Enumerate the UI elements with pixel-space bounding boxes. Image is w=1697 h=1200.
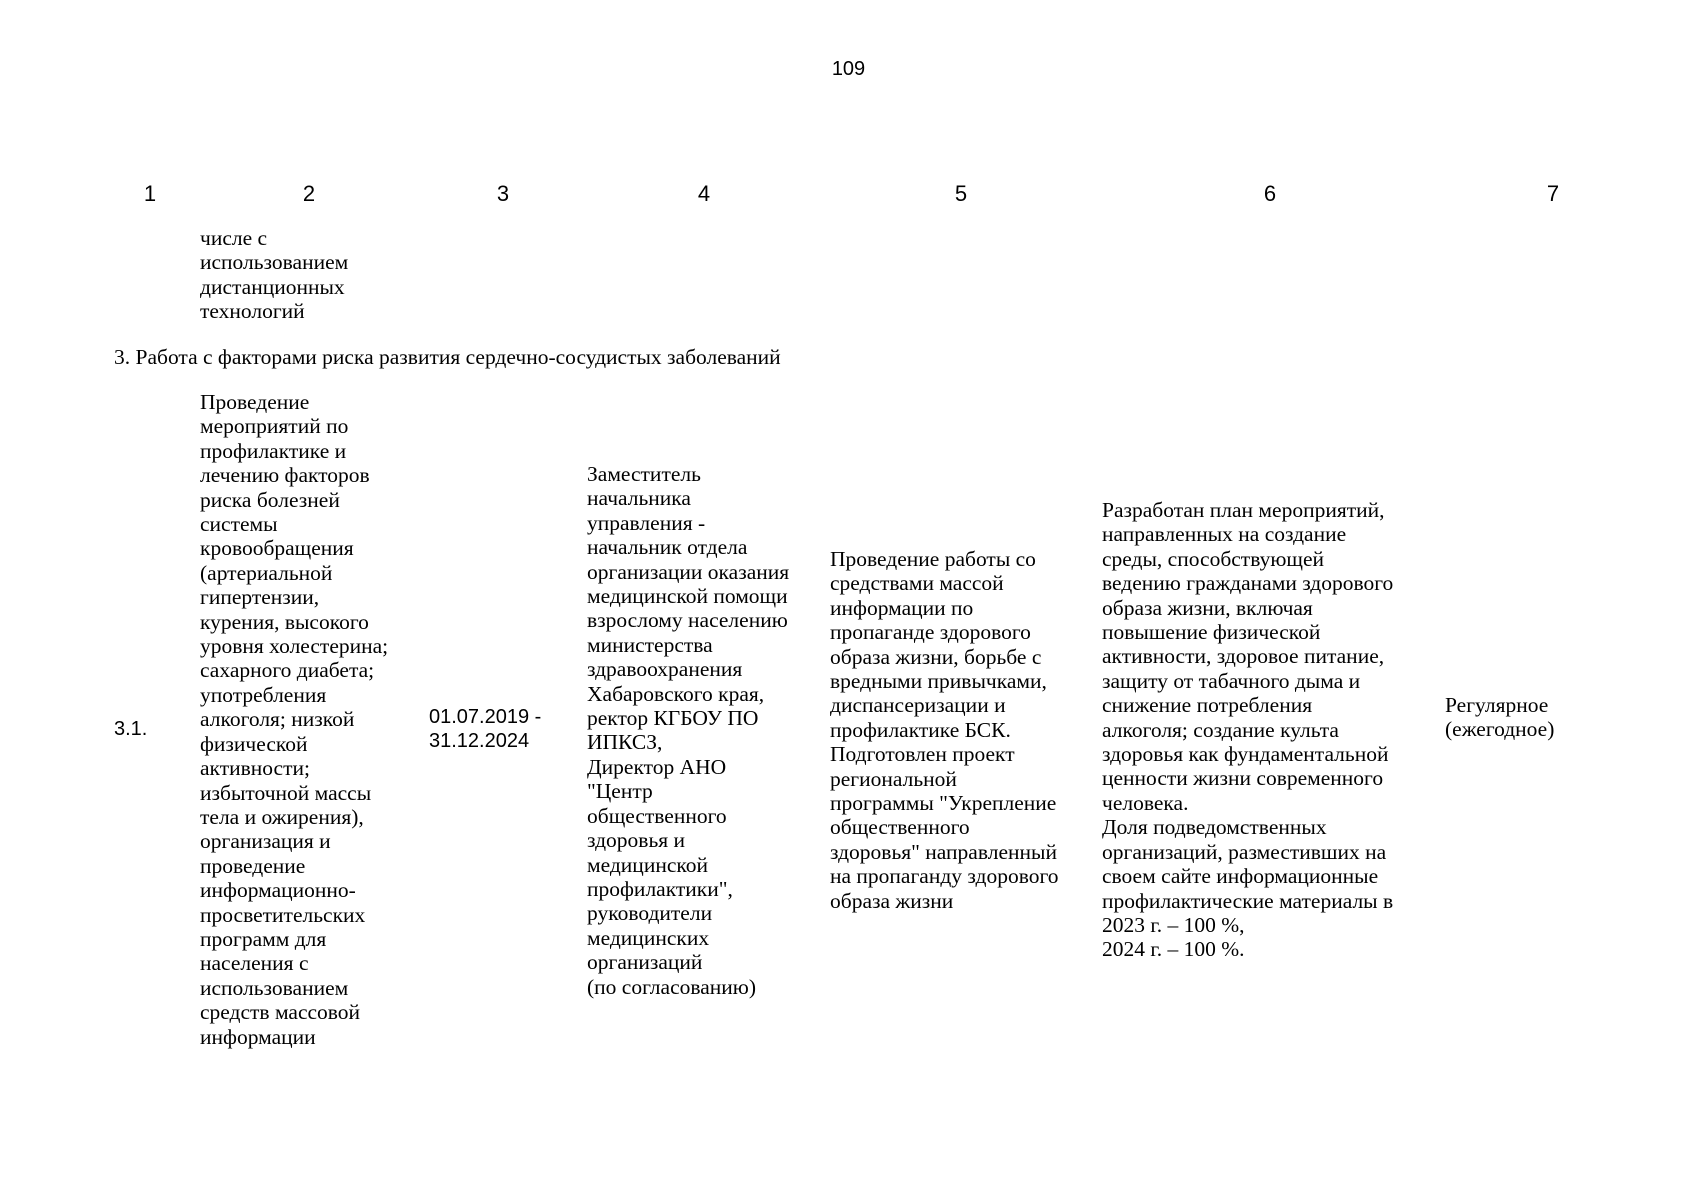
column-header-7: 7 bbox=[1546, 181, 1560, 206]
row-responsible: Заместитель начальника управления - начальник отдела организации оказания медицинской помощи взрослому населению министерства здравоохранения Хабаровского края, ректор КГБОУ ПО ИПКСЗ, Директор АНО "Центр общественного здоровья и медицинской профилактики", руководители медицинских организаций (по согласованию) bbox=[587, 462, 790, 999]
column-header-1: 1 bbox=[143, 181, 157, 206]
row-description: Проведение работы со средствами массой информации по пропаганде здорового образа жизни, борьбе с вредными привычками, диспансеризации и профилактике БСК. Подготовлен проект региональной программы "Укрепление общественного здоровья" направленный на пропаганду здорового образа жизни bbox=[830, 547, 1059, 913]
row-result: Разработан план мероприятий, направленных на создание среды, способствующей ведению гражданами здорового образа жизни, включая повышение физической активности, здоровое питание, защиту от табачного дыма и снижение потребления алкоголя; создание культа здоровья как фундаментальной ценности жизни современного человека. Доля подведомственных организаций, разместивших на своем сайте информационные профилактические материалы в 2023 г. – 100 %, 2024 г. – 100 %. bbox=[1102, 498, 1394, 962]
column-header-6: 6 bbox=[1263, 181, 1277, 206]
page-number: 109 bbox=[831, 58, 866, 80]
row-activity: Проведение мероприятий по профилактике и лечению факторов риска болезней системы кровообращения (артериальной гипертензии, курения, высокого уровня холестерина; сахарного диабета; употребления алкоголя; низкой физической активности; избыточной массы тела и ожирения), организация и проведение информационно- просветительских программ для населения с использованием средств массовой информации bbox=[200, 390, 389, 1049]
row-period: 01.07.2019 - 31.12.2024 bbox=[429, 706, 542, 753]
row-number: 3.1. bbox=[114, 718, 148, 740]
column-header-3: 3 bbox=[496, 181, 510, 206]
row-frequency: Регулярное (ежегодное) bbox=[1445, 693, 1555, 742]
continued-row-activity: числе с использованием дистанционных технологий bbox=[200, 226, 349, 324]
column-header-2: 2 bbox=[302, 181, 316, 206]
column-header-4: 4 bbox=[697, 181, 711, 206]
section-heading: 3. Работа с факторами риска развития сердечно-сосудистых заболеваний bbox=[114, 345, 781, 369]
column-header-5: 5 bbox=[954, 181, 968, 206]
